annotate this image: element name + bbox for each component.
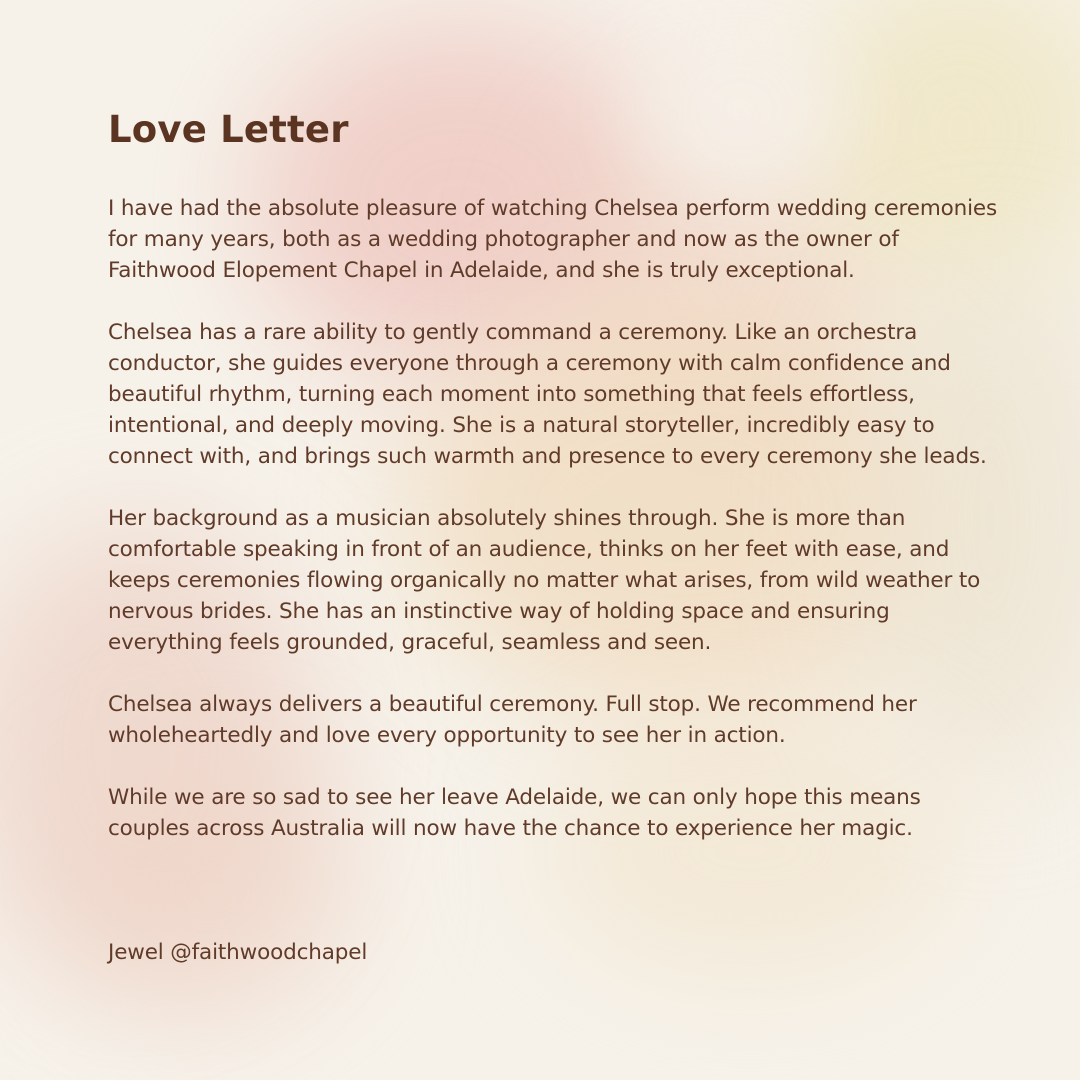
letter-title: Love Letter (108, 108, 349, 151)
letter-paragraph-5: While we are so sad to see her leave Adelaide, we can only hope this means couples across Australia will now have the chance to experience her magic. (108, 785, 921, 841)
letter-paragraph-1: I have had the absolute pleasure of watching Chelsea perform wedding ceremonies for many years, both as a wedding photographer and now as the owner of Faithwood Elopement Chapel in Adelaide, and she is truly exceptional. (108, 196, 998, 283)
letter-paragraph-2: Chelsea has a rare ability to gently command a ceremony. Like an orchestra conductor, she guides everyone through a ceremony with calm confidence and beautiful rhythm, turning each moment into something that feels effortless, intentional, and deeply moving. She is a natural storyteller, incredibly easy to connect with, and brings such warmth and presence to every ceremony she leads. (108, 320, 987, 469)
letter-paragraph-3: Her background as a musician absolutely shines through. She is more than comfortable speaking in front of an audience, thinks on her feet with ease, and keeps ceremonies flowing organically no matter what arises, from wild weather to nervous brides. She has an instinctive way of holding space and ensuring everything feels grounded, graceful, seamless and seen. (108, 506, 981, 655)
letter-body (108, 105, 1008, 875)
letter-signature: Jewel @faithwoodchapel (108, 940, 368, 965)
letter-paragraph-4: Chelsea always delivers a beautiful ceremony. Full stop. We recommend her wholeheartedly and love every opportunity to see her in action. (108, 692, 917, 748)
